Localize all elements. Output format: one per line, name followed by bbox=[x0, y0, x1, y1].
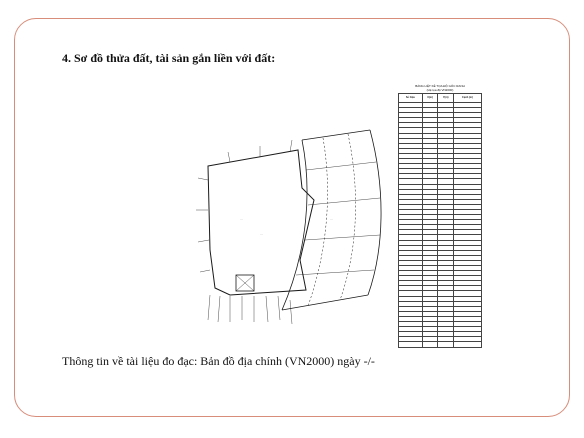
svg-text:···: ··· bbox=[240, 217, 243, 221]
road-center-2 bbox=[340, 134, 356, 300]
table-cell bbox=[453, 342, 481, 347]
road-center-1 bbox=[308, 138, 328, 306]
road-top bbox=[302, 130, 370, 140]
svg-text:···: ··· bbox=[330, 217, 333, 221]
col-header: Cạnh (m) bbox=[453, 94, 481, 103]
table-cell bbox=[422, 342, 438, 347]
svg-text:···: ··· bbox=[260, 232, 263, 236]
road-outline-left bbox=[282, 140, 307, 310]
survey-info-text: Thông tin về tài liệu đo đạc: Bản đồ địa chính (VN2000) ngày -/- bbox=[62, 354, 375, 368]
coordinate-table-title: BẢNG LIỆT KÊ TỌA ĐỘ GÓC RANH (Hệ tọa độ VN2000) bbox=[415, 84, 465, 92]
coordinate-grid bbox=[398, 93, 482, 348]
table-cell bbox=[399, 342, 423, 347]
land-parcel-diagram bbox=[190, 110, 390, 330]
table-row bbox=[399, 342, 482, 347]
coordinate-table bbox=[398, 84, 482, 330]
table-cell bbox=[438, 342, 454, 347]
col-header: Y(m) bbox=[438, 94, 454, 103]
col-header: Số hiệu bbox=[399, 94, 423, 103]
road-bottom bbox=[282, 295, 368, 310]
section-heading: 4. Sơ đồ thửa đất, tài sản gắn liền với đất: bbox=[62, 51, 276, 65]
col-header: X(m) bbox=[422, 94, 438, 103]
parcel-boundary bbox=[208, 150, 314, 295]
